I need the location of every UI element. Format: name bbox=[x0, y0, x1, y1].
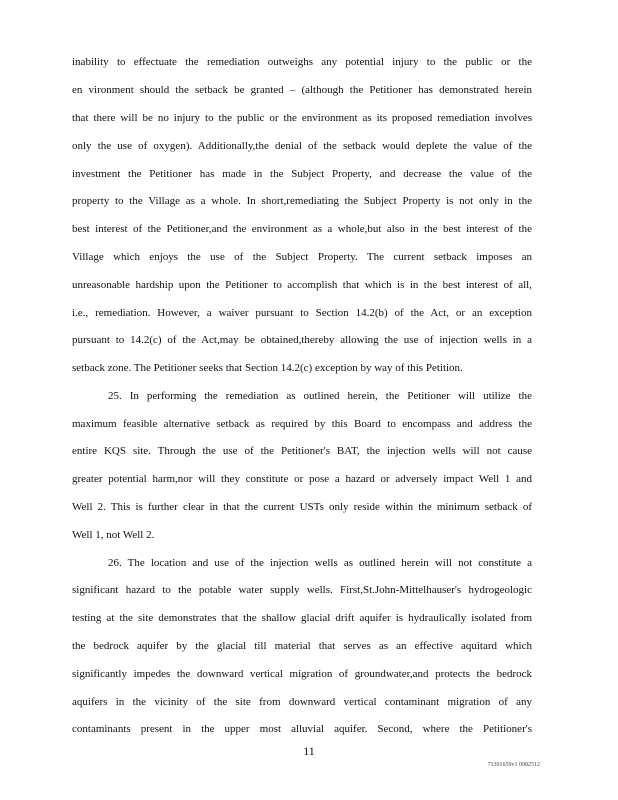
text-line: maximum feasible alternative setback as required by this Board to encompass and address the bbox=[72, 418, 532, 430]
text-line: Well 1, not Well 2. bbox=[72, 529, 155, 541]
text-line: inability to effectuate the remediation outweighs any potential injury to the public or the bbox=[72, 56, 532, 68]
text-line: best interest of the Petitioner,and the environment as a whole,but also in the best interest of the bbox=[72, 223, 532, 235]
text-line: only the use of oxygen). Additionally,the denial of the setback would deplete the value of the bbox=[72, 140, 532, 152]
text-line: property to the Village as a whole. In short,remediating the Subject Property is not only in the bbox=[72, 195, 532, 207]
text-line: unreasonable hardship upon the Petitioner to accomplish that which is in the best interest of all, bbox=[72, 279, 532, 291]
text-line: the bedrock aquifer by the glacial till material that serves as an effective aquitard which bbox=[72, 640, 532, 652]
page-number: 11 bbox=[303, 744, 315, 758]
text-line: contaminants present in the upper most alluvial aquifer. Second, where the Petitioner's bbox=[72, 723, 532, 735]
text-line: en vironment should the setback be granted – (although the Petitioner has demonstrated herein bbox=[72, 84, 532, 96]
paragraph-26-start: 26. The location and use of the injection wells as outlined herein will not constitute a bbox=[108, 557, 532, 569]
text-line: pursuant to 14.2(c) of the Act,may be obtained,thereby allowing the use of injection wells in a bbox=[72, 334, 532, 346]
text-line: entire KQS site. Through the use of the Petitioner's BAT, the injection wells will not cause bbox=[72, 445, 532, 457]
text-line: Well 2. This is further clear in that the current USTs only reside within the minimum setback of bbox=[72, 501, 532, 513]
text-line: that there will be no injury to the public or the environment as its proposed remediation involves bbox=[72, 112, 532, 124]
text-line: significantly impedes the downward vertical migration of groundwater,and protects the bedrock bbox=[72, 668, 532, 680]
text-line: testing at the site demonstrates that the shallow glacial drift aquifer is hydraulically isolated from bbox=[72, 612, 532, 624]
text-line: investment the Petitioner has made in the Subject Property, and decrease the value of the bbox=[72, 168, 532, 180]
text-line: setback zone. The Petitioner seeks that Section 14.2(c) exception by way of this Petition. bbox=[72, 362, 463, 374]
paragraph-25-start: 25. In performing the remediation as outlined herein, the Petitioner will utilize the bbox=[108, 390, 532, 402]
text-line: Village which enjoys the use of the Subject Property. The current setback imposes an bbox=[72, 251, 532, 263]
text-line: greater potential harm,nor will they constitute or pose a hazard or adversely impact Well 1 and bbox=[72, 473, 532, 485]
text-line: i.e., remediation. However, a waiver pursuant to Section 14.2(b) of the Act, or an exception bbox=[72, 307, 532, 319]
footer-document-id: 71301659v1 0982512 bbox=[487, 762, 540, 768]
text-line: significant hazard to the potable water supply wells. First,St.John-Mittelhauser's hydrogeologic bbox=[72, 584, 532, 596]
text-line: aquifers in the vicinity of the site from downward vertical contaminant migration of any bbox=[72, 696, 532, 708]
